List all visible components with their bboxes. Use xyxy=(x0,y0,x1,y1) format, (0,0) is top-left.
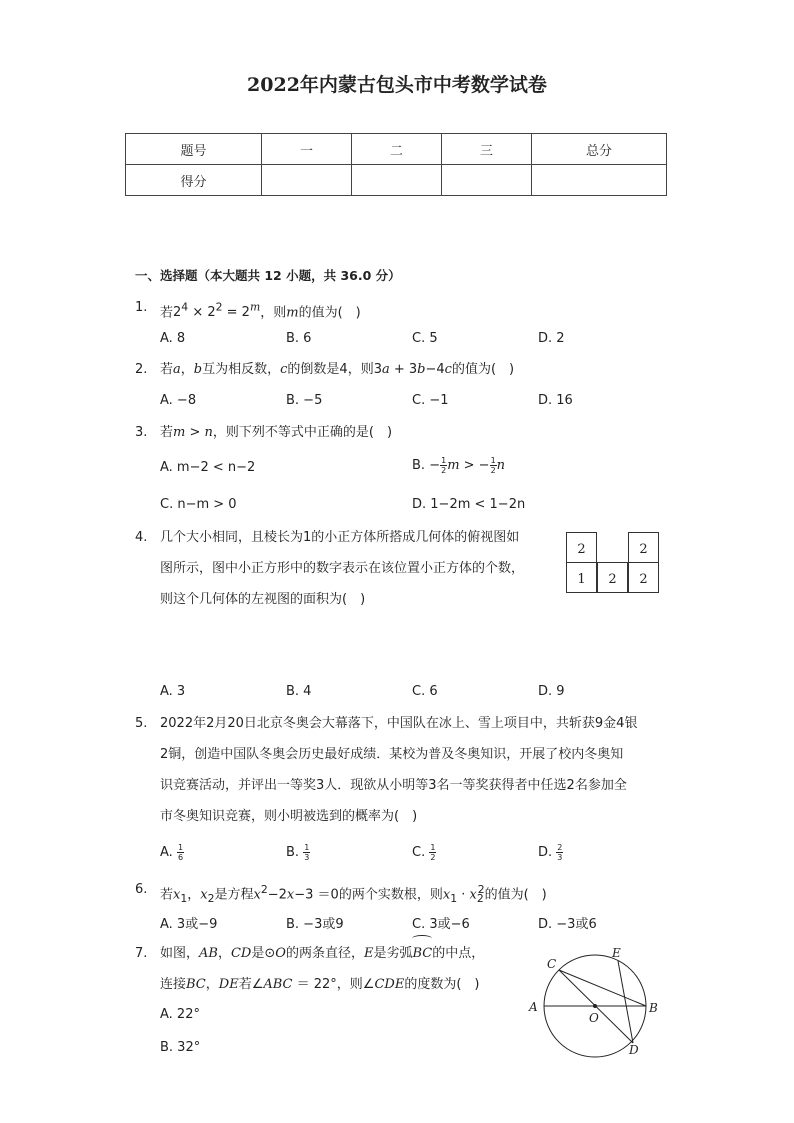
option[interactable]: D. 9 xyxy=(538,684,565,699)
question-text-line: 连接BC，DE若∠ABC ＝ 22°，则∠CDE的度数为( ) xyxy=(160,977,480,992)
option[interactable]: B. 32° xyxy=(160,1040,201,1055)
question-text-line: 图所示，图中小正方形中的数字表示在该位置小正方体的个数， xyxy=(160,561,525,576)
option[interactable]: C. 5 xyxy=(412,331,438,346)
top-view-figure xyxy=(566,532,660,596)
question-number: 5. xyxy=(135,716,148,731)
grid-number: 2 xyxy=(639,542,648,557)
option[interactable]: D. 1−2m < 1−2n xyxy=(412,497,526,512)
point-label: O xyxy=(589,1011,599,1025)
option[interactable]: A. $\frac{1}{6}$ xyxy=(160,843,184,862)
question-text-line: 2022年2月20日北京冬奥会大幕落下，中国队在冰上、雪上项目中，共斩获9金4银 xyxy=(160,716,638,731)
option[interactable]: A. 3或−9 xyxy=(160,917,218,932)
section-heading: 一、选择题（本大题共 12 小题，共 36.0 分） xyxy=(135,268,401,283)
table-cell: 二 xyxy=(352,134,442,165)
table-cell: 得分 xyxy=(126,165,262,196)
question-text: 若m > n，则下列不等式中正确的是( ) xyxy=(160,425,393,440)
grid-number: 2 xyxy=(577,542,586,557)
question-text-line: 市冬奥知识竞赛，则小明被选到的概率为( ) xyxy=(160,809,418,824)
option[interactable]: B. −3或9 xyxy=(286,917,344,932)
circle-figure xyxy=(520,940,670,1065)
option[interactable]: A. 8 xyxy=(160,331,186,346)
point-label: B xyxy=(649,1001,658,1015)
table-cell: 一 xyxy=(262,134,352,165)
option[interactable]: A. −8 xyxy=(160,393,197,408)
option[interactable]: B. $\frac{1}{3}$ xyxy=(286,843,310,862)
grid-number: 1 xyxy=(577,572,586,587)
option[interactable]: B. 4 xyxy=(286,684,312,699)
table-row xyxy=(126,134,667,165)
question-number: 3. xyxy=(135,425,148,440)
point-label: A xyxy=(529,1000,538,1014)
score-table xyxy=(125,133,667,196)
option[interactable]: A. 3 xyxy=(160,684,186,699)
option[interactable]: B. −5 xyxy=(286,393,323,408)
option[interactable]: A. 22° xyxy=(160,1007,200,1022)
question-number: 6. xyxy=(135,882,148,897)
option[interactable]: D. $\frac{2}{3}$ xyxy=(538,843,563,862)
question-text-line: 识竞赛活动，并评出一等奖3人．现欲从小明等3名一等奖获得者中任选2名参加全 xyxy=(160,778,627,793)
table-cell xyxy=(442,165,532,196)
grid-number: 2 xyxy=(639,572,648,587)
point-label: E xyxy=(612,946,621,960)
question-text-line: 则这个几何体的左视图的面积为( ) xyxy=(160,592,366,607)
question-number: 4. xyxy=(135,530,148,545)
table-cell: 三 xyxy=(442,134,532,165)
option[interactable]: C. −1 xyxy=(412,393,449,408)
table-row xyxy=(126,165,667,196)
option[interactable]: B. − $\frac{1}{2}$ m > − $\frac{1}{2}$ n xyxy=(412,456,506,475)
option[interactable]: B. 6 xyxy=(286,331,312,346)
table-cell xyxy=(262,165,352,196)
question-number: 7. xyxy=(135,946,148,961)
table-cell: 题号 xyxy=(126,134,262,165)
point-label: D xyxy=(629,1043,639,1057)
grid-number: 2 xyxy=(608,572,617,587)
option[interactable]: D. 16 xyxy=(538,393,573,408)
option[interactable]: C. n−m > 0 xyxy=(160,497,237,512)
option[interactable]: C. 3或−6 xyxy=(412,917,470,932)
option[interactable]: C. 6 xyxy=(412,684,438,699)
question-text: 若$2^4 \times 2^2 = 2^m$，则m的值为( ) xyxy=(160,301,361,321)
question-text-line: 2铜，创造中国队冬奥会历史最好成绩．某校为普及冬奥知识，开展了校内冬奥知 xyxy=(160,747,624,762)
question-number: 2. xyxy=(135,362,148,377)
question-text-line: 如图，AB，CD是⊙O的两条直径，E是劣弧BC的中点， xyxy=(160,938,484,969)
option[interactable]: D. −3或6 xyxy=(538,917,597,932)
page-title: 2022年内蒙古包头市中考数学试卷 xyxy=(247,74,547,96)
center-point xyxy=(593,1004,597,1008)
option[interactable]: D. 2 xyxy=(538,331,565,346)
table-cell: 总分 xyxy=(532,134,667,165)
question-number: 1. xyxy=(135,300,148,315)
segment-bc xyxy=(559,970,646,1006)
option[interactable]: A. m−2 < n−2 xyxy=(160,460,256,475)
question-text-line: 几个大小相同，且棱长为1的小正方体所搭成几何体的俯视图如 xyxy=(160,530,520,545)
point-label: C xyxy=(547,957,557,971)
question-text: 若$x_1$，$x_2$是方程$x^2-2x-3 =0$的两个实数根，则$x_1 \cdot x_2^2$的值为( ) xyxy=(160,883,547,905)
table-cell xyxy=(532,165,667,196)
option[interactable]: C. $\frac{1}{2}$ xyxy=(412,843,436,862)
question-text: 若a，b互为相反数，c的倒数是4，则3a + 3b−4c的值为( ) xyxy=(160,362,515,377)
math: $2^4 \times 2^2 = 2^m$ xyxy=(173,301,261,321)
table-cell xyxy=(352,165,442,196)
